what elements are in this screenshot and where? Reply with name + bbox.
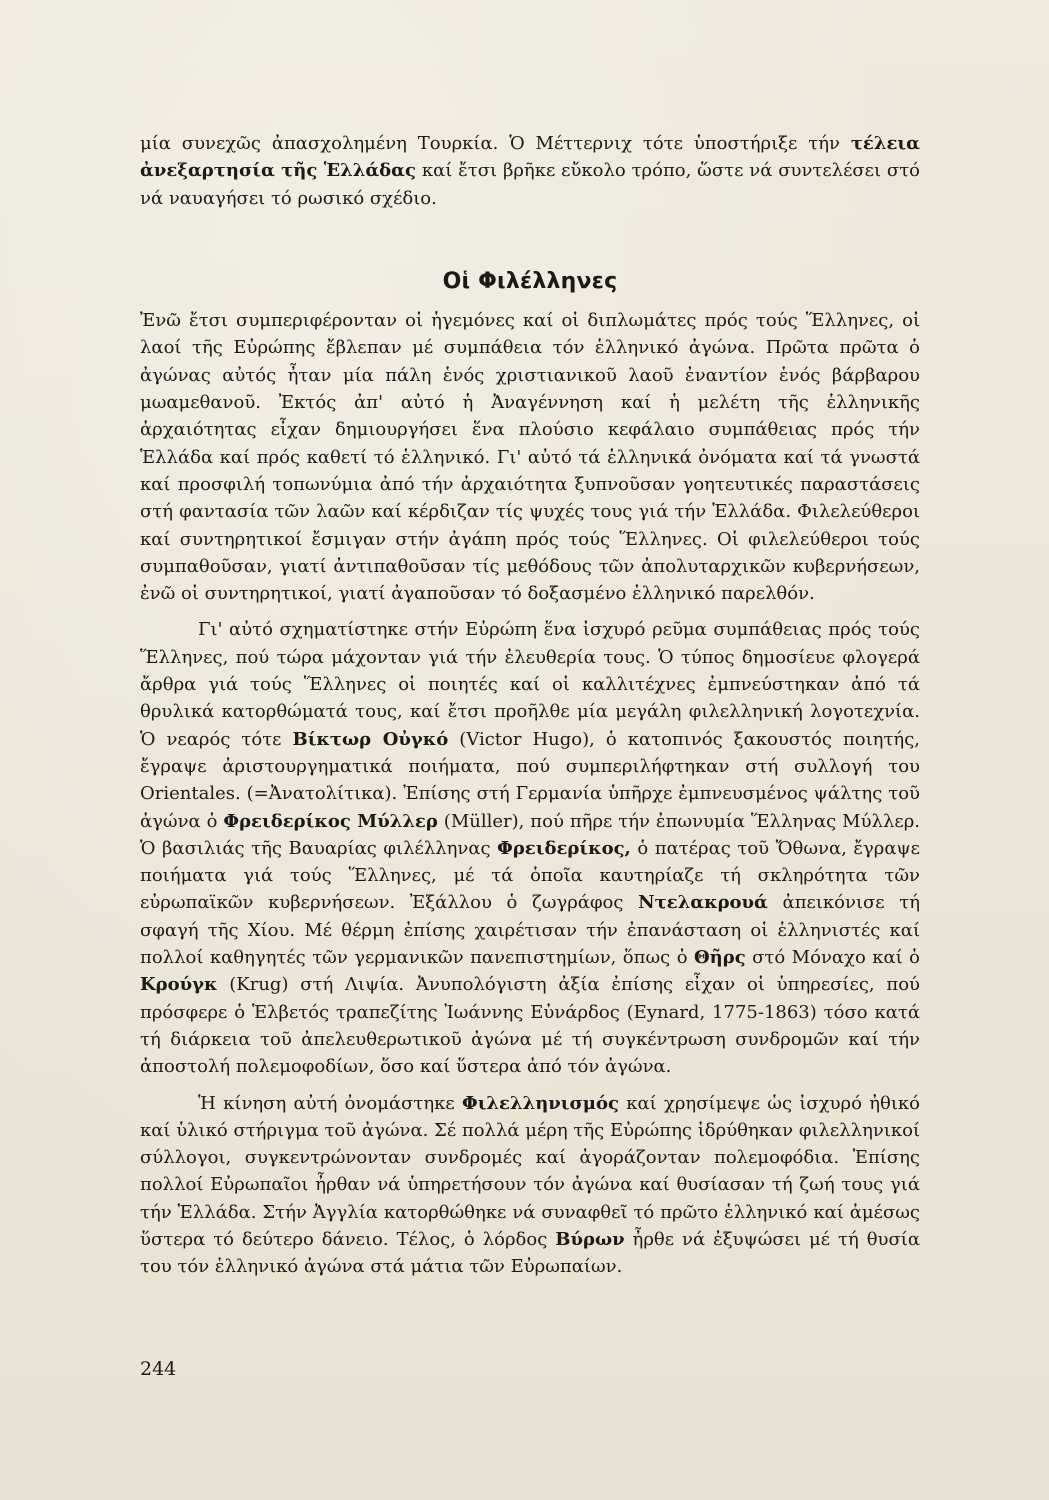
p2-text-4: ὁ πατέρας τοῦ Ὄθωνα, ἔγραψε ποιήματα γιά τούς Ἕλληνες, μέ τά ὁποῖα καυτηρίαζε τή σκληρότητα τῶν εὐρωπαϊκῶν κυβερνήσεων. Ἐξάλλου ὁ ζωγράφος <box>140 837 920 914</box>
name-friedrich: Φρειδερίκος, <box>497 837 631 859</box>
p2-text-6: στό Μόναχο καί ὁ <box>745 947 920 969</box>
p3-text-1: Ἡ κίνηση αὐτή ὀνομάστηκε <box>198 1092 463 1114</box>
p2-text-7: (Krug) στή Λιψία. Ἀνυπολόγιστη ἀξία ἐπίσης εἶχαν οἱ ὑπηρεσίες, πού πρόσφερε ὁ Ἑλβετός τραπεζίτης Ἰωάννης Εὐνάρδος (Eynard, 1775-1863) τόσο κατά τή διάρκεια τοῦ ἀπελευθερωτικοῦ ἀγώνα μέ τή συγκέντρωση συνδρομῶν καί τήν ἀποστολή πολεμοφοδίων, ὅσο καί ὕστερα ἀπό τόν ἀγώνα. <box>140 974 920 1078</box>
body-text <box>140 130 920 1281</box>
p2-text-3: (Müller), πού πῆρε τήν ἐπωνυμία Ἕλληνας Μύλλερ. Ὁ βασιλιάς τῆς Βαυαρίας φιλέλληνας <box>140 810 920 859</box>
term-philhellenism: Φιλελληνισμός <box>462 1092 619 1114</box>
paragraph-1: Ἐνῶ ἔτσι συμπεριφέρονταν οἱ ἡγεμόνες καί οἱ διπλωμάτες πρός τούς Ἕλληνες, οἱ λαοί τῆς Εὐρώπης ἔβλεπαν μέ συμπάθεια τόν ἑλληνικό ἀγώνα. Πρῶτα πρῶτα ὁ ἀγώνας αὐτός ἦταν μία πάλη ἑνός χριστιανικοῦ λαοῦ ἐναντίον ἑνός βάρβαρου μωαμεθανοῦ. Ἐκτός ἀπ' αὐτό ἡ Ἀναγέννηση καί ἡ μελέτη τῆς ἑλληνικῆς ἀρχαιότητας εἶχαν δημιουργήσει ἕνα πλούσιο κεφάλαιο συμπάθειας πρός τήν Ἑλλάδα καί πρός καθετί τό ἑλληνικό. Γι' αὐτό τά ἑλληνικά ὀνόματα καί τά γνωστά καί προσφιλή τοπωνύμια ἀπό τήν ἀρχαιότητα ξυπνοῦσαν γοητευτικές παραστάσεις στή φαντασία τῶν λαῶν καί κέρδιζαν τίς ψυχές τους γιά τήν Ἑλλάδα. Φιλελεύθεροι καί συντηρητικοί ἔσμιγαν στήν ἀγάπη πρός τούς Ἕλληνες. Οἱ φιλελεύθεροι τούς συμπαθοῦσαν, γιατί ἀντιπαθοῦσαν τίς μεθόδους τῶν ἀπολυταρχικῶν κυβερνήσεων, ἐνῶ οἱ συντηρητικοί, γιατί ἀγαποῦσαν τό δοξασμένο ἑλληνικό παρελθόν. <box>140 310 920 605</box>
name-victor-hugo: Βίκτωρ Οὐγκό <box>292 728 449 750</box>
p2-text-5: ἀπεικόνισε τή σφαγή τῆς Χίου. Μέ θέρμη ἐπίσης χαιρέτισαν τήν ἐπανάσταση οἱ ἑλληνιστές καί πολλοί καθηγητές τῶν γερμανικῶν πανεπιστημίων, ὅπως ὁ <box>140 892 920 969</box>
page-number: 244 <box>140 1358 177 1380</box>
intro-text-1: μία συνεχῶς ἀπασχολημένη Τουρκία. Ὁ Μέττερνιχ τότε ὑποστήριξε τήν <box>140 133 851 154</box>
name-byron: Βύρων <box>555 1228 625 1250</box>
p2-text-2: (Victor Hugo), ὁ κατοπινός ξακουστός ποιητής, ἔγραψε ἀριστουργηματικά ποιήματα, πού συμπεριλήφτηκαν στή συλλογή του Orientales. (=Ἀνατολίτικα). Ἐπίσης στή Γερμανία ὑπῆρχε ἐμπνευσμένος ψάλτης τοῦ ἀγώνα ὁ <box>140 728 921 832</box>
name-thiersch: Θῆρς <box>693 947 746 969</box>
name-mueller: Φρειδερίκος Μύλλερ <box>223 810 438 832</box>
name-krug: Κρούγκ <box>140 974 218 996</box>
p2-text-1: Γι' αὐτό σχηματίστηκε στήν Εὐρώπη ἕνα ἰσχυρό ρεῦμα συμπάθειας πρός τούς Ἕλληνες, πού τώρα μάχονταν γιά τήν ἐλευθερία τους. Ὁ τύπος δημοσίευε φλογερά ἄρθρα γιά τούς Ἕλληνες οἱ ποιητές καί οἱ καλλιτέχνες ἐμπνεύστηκαν ἀπό τά θρυλικά κατορθώματά τους, καί ἔτσι προῆλθε μία μεγάλη φιλελληνική λογοτεχνία. Ὁ νεαρός τότε <box>140 619 920 750</box>
p3-text-3: ἦρθε νά ἐξυψώσει μέ τή θυσία του τόν ἑλληνικό ἀγώνα στά μάτια τῶν Εὐρωπαίων. <box>140 1228 920 1278</box>
name-delacroix: Ντελακρουά <box>638 892 768 914</box>
intro-text-2: καί ἔτσι βρῆκε εὔκολο τρόπο, ὥστε νά συντελέσει στό νά ναυαγήσει τό ρωσικό σχέδιο. <box>140 160 920 209</box>
intro-bold-term: τέλεια ἀνεξαρτησία τῆς Ἑλλάδας <box>140 133 920 182</box>
section-heading: Οἱ Φιλέλληνες <box>442 268 618 294</box>
p3-text-2: καί χρησίμεψε ὡς ἰσχυρό ἠθικό καί ὑλικό στήριγμα τοῦ ἀγώνα. Σέ πολλά μέρη τῆς Εὐρώπης ἱδρύθηκαν φιλελληνικοί σύλλογοι, συγκεντρώνονταν συνδρομές καί ἀγοράζονταν πολεμοφόδια. Ἐπίσης πολλοί Εὐρωπαῖοι ἦρθαν νά ὑπηρετήσουν τόν ἀγώνα καί θυσίασαν τή ζωή τους γιά τήν Ἑλλάδα. Στήν Ἀγγλία κατορθώθηκε νά συναφθεῖ τό πρῶτο ἑλληνικό καί ἀμέσως ὕστερα τό δεύτερο δάνειο. Τέλος, ὁ λόρδος <box>140 1092 921 1250</box>
intro-paragraph <box>140 130 920 212</box>
paragraph-3 <box>140 1090 920 1281</box>
paragraph-2 <box>140 616 920 1080</box>
